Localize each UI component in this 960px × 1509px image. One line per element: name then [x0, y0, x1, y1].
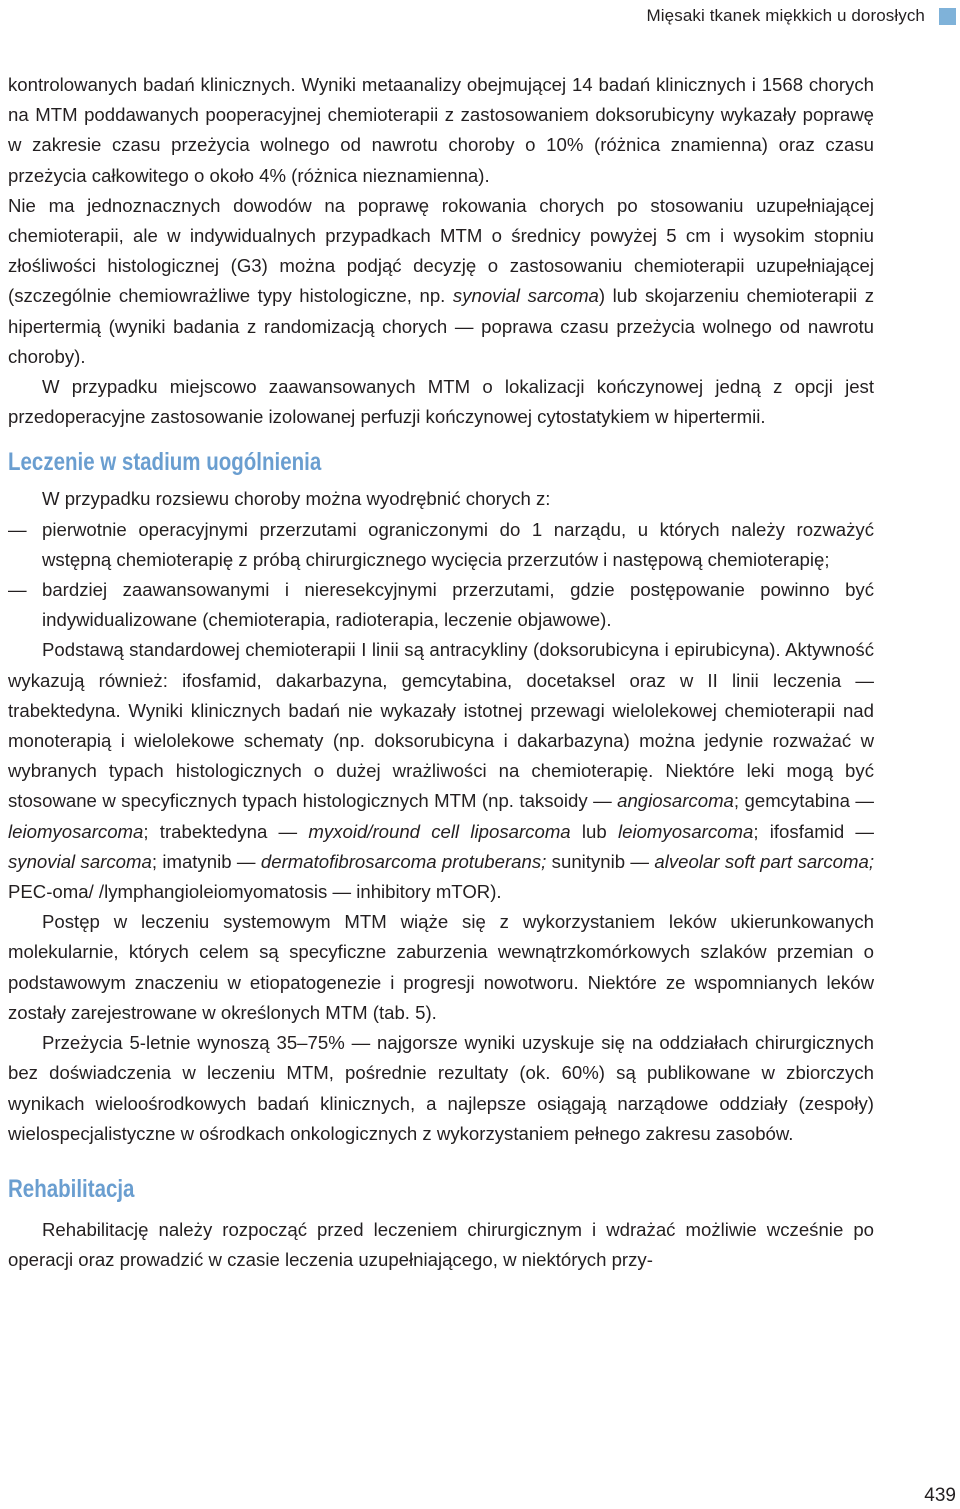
italic-term: leiomyosarcoma: [617, 820, 754, 842]
running-header-title: Mięsaki tkanek miękkich u dorosłych: [646, 6, 925, 25]
italic-term: dermatofibrosarcoma protuberans;: [260, 850, 547, 872]
italic-term: leiomyosarcoma: [8, 820, 144, 842]
paragraph-targeted-therapy: Postęp w leczeniu systemowym MTM wiąże się z wykorzystaniem leków ukierunkowanych molekularnie, których celem są specyficzne zaburzenia wewnątrzkomórkowych szlaków przemian o podstawowym znaczeniu w etiopatogenezie i progresji nowotworu. Niektóre ze wspomnianych leków zostały zarejestrowane w określonych MTM (tab. 5).: [8, 911, 874, 1023]
paragraph-rehabilitation: Rehabilitację należy rozpocząć przed leczeniem chirurgicznym i wdrażać możliwie wcześnie po operacji oraz prowadzić w czasie leczenia uzupełniającego, w niektórych przy-: [8, 1218, 874, 1271]
list-item: [8, 515, 874, 575]
text-run: ; trabektedyna —: [143, 820, 309, 842]
list-item: [8, 575, 874, 635]
paragraph-metaanalysis: kontrolowanych badań klinicznych. Wyniki metaanalizy obejmującej 14 badań klinicznych i 1568 chorych na MTM poddawanych pooperacyjnej chemioterapii z zastosowaniem doksorubicyny wykazały poprawę w zakresie czasu przeżycia wolnego od nawrotu choroby o 10% (różnica znamienna) oraz czasu przeżycia całkowitego o około 4% (różnica nieznamienna).: [8, 74, 874, 186]
section-heading-rehabilitation: Rehabilitacja: [8, 1174, 135, 1203]
italic-term: myxoid/round cell liposarcoma: [308, 820, 571, 842]
text-run: ) lub skojarzeniu chemioterapii z hipertermią (wyniki badania z randomizacją chorych — poprawa czasu przeżycia wolnego od nawrotu choroby).: [8, 285, 874, 367]
header-accent-square: [939, 8, 956, 25]
italic-term: angiosarcoma: [617, 790, 734, 812]
section-heading-metastatic: Leczenie w stadium uogólnienia: [8, 448, 322, 477]
italic-term: synovial sarcoma: [8, 850, 152, 872]
paragraph-survival: Przeżycia 5-letnie wynoszą 35–75% — najgorsze wyniki uzyskuje się na oddziałach chirurgicznych bez doświadczenia w leczeniu MTM, pośrednie rezultaty (ok. 60%) są publikowane w zbiorczych wynikach wieloośrodkowych badań klinicznych, a najlepsze osiągają narządowe oddziały (zespoły) wielospecjalistyczne w ośrodkach onkologicznych z wykorzystaniem pełnego zakresu zasobów.: [8, 1032, 874, 1144]
text-run: Nie ma jednoznacznych dowodów na poprawę rokowania chorych po stosowaniu uzupełniającej chemioterapii, ale w indywidualnych przypadkach MTM o średnicy powyżej 5 cm i wysokim stopniu złośliwości histologicznej (G3) można podjąć decyzję o zastosowaniu chemioterapii uzupełniającej (szczególnie chemiowrażliwe typy histologiczne, np.: [8, 194, 874, 307]
text-run: ; gemcytabina —: [733, 790, 874, 812]
paragraph-adjuvant-chemotherapy: [8, 191, 874, 372]
italic-term: alveolar soft part sarcoma;: [654, 850, 874, 872]
text-run: sunitynib —: [546, 850, 655, 872]
text-run: lub: [570, 820, 618, 842]
list-item-text: pierwotnie operacyjnymi przerzutami ograniczonymi do 1 narządu, u których należy rozważyć wstępną chemioterapię z próbą chirurgicznego wycięcia przerzutów i następową chemioterapię;: [42, 518, 874, 570]
text-run: PEC-oma/ /lymphangioleiomyomatosis — inhibitory mTOR).: [8, 881, 502, 903]
page-number: 439: [924, 1485, 956, 1506]
paragraph-first-line-chemotherapy: [8, 635, 874, 907]
text-run: Podstawą standardowej chemioterapii I linii są antracykliny (doksorubicyna i epirubicyna). Aktywność wykazują również: ifosfamid, dakarbazyna, gemcytabina, docetaksel oraz w II linii leczenia — trabektedyna. Wyniki klinicznych badań nie wykazały istotnej przewagi wielolekowej chemioterapii nad monoterapią i wielolekowe schematy (np. doksorubicyna i dakarbazyna) można jedynie rozważać w wybranych typach histologicznych o dużej wrażliwości na chemioterapię. Niektóre leki mogą być stosowane w specyficznych typach histologicznych MTM (np. taksoidy —: [8, 639, 874, 812]
list-item-text: bardziej zaawansowanymi i nieresekcyjnymi przerzutami, gdzie postępowanie powinno być indywidualizowane (chemioterapia, radioterapia, leczenie objawowe).: [42, 579, 874, 631]
italic-term: synovial sarcoma: [452, 285, 599, 307]
paragraph-limb-perfusion: W przypadku miejscowo zaawansowanych MTM o lokalizacji kończynowej jedną z opcji jest przedoperacyjne zastosowanie izolowanej perfuzji kończynowej cytostatykiem w hipertermii.: [8, 376, 874, 428]
running-header: [647, 3, 960, 29]
dash-marker: —: [8, 518, 27, 540]
paragraph-metastatic-intro: W przypadku rozsiewu choroby można wyodrębnić chorych z:: [42, 488, 551, 510]
article-body: [8, 70, 874, 1275]
text-run: ; imatynib —: [151, 850, 261, 872]
dash-marker: —: [8, 579, 27, 601]
text-run: ; ifosfamid —: [753, 820, 875, 842]
